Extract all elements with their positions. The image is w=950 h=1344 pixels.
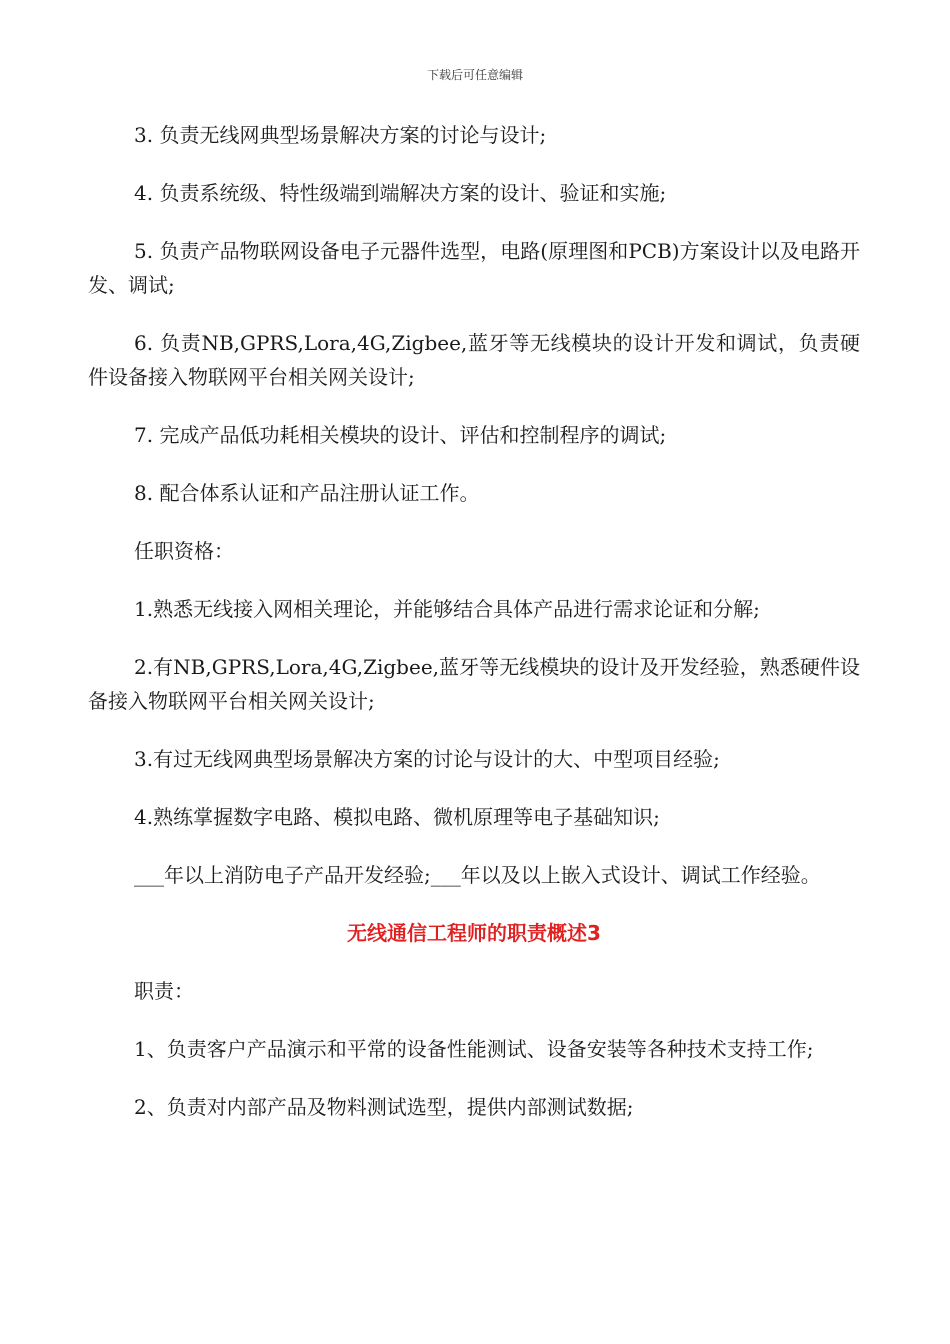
- paragraph-duty-4: 4. 负责系统级、特性级端到端解决方案的设计、验证和实施;: [134, 181, 667, 205]
- paragraph-duty-8: 8. 配合体系认证和产品注册认证工作。: [134, 481, 480, 505]
- paragraph-duty-6: 6. 负责NB,GPRS,Lora,4G,Zigbee,蓝牙等无线模块的设计开发和调试，负责硬件设备接入物联网平台相关网关设计;: [88, 331, 860, 389]
- section-heading: 无线通信工程师的职责概述3: [347, 921, 601, 945]
- document-body: [88, 118, 860, 1148]
- duties-label: 职责：: [134, 979, 194, 1003]
- paragraph-duty-5: 5. 负责产品物联网设备电子元器件选型，电路(原理图和PCB)方案设计以及电路开发、调试;: [88, 239, 860, 297]
- paragraph-section3-duty-2: 2、负责对内部产品及物料测试选型，提供内部测试数据;: [134, 1095, 634, 1119]
- paragraph-experience-years: ___年以上消防电子产品开发经验;___年以及以上嵌入式设计、调试工作经验。: [134, 863, 821, 887]
- paragraph-qualification-2: 2.有NB,GPRS,Lora,4G,Zigbee,蓝牙等无线模块的设计及开发经验，熟悉硬件设备接入物联网平台相关网关设计;: [88, 655, 860, 713]
- paragraph-qualification-4: 4.熟练掌握数字电路、模拟电路、微机原理等电子基础知识;: [134, 805, 660, 829]
- qualifications-label: 任职资格：: [134, 539, 234, 563]
- paragraph-qualification-1: 1.熟悉无线接入网相关理论，并能够结合具体产品进行需求论证和分解;: [134, 597, 760, 621]
- page-header-note: 下载后可任意编辑: [426, 68, 523, 82]
- paragraph-duty-7: 7. 完成产品低功耗相关模块的设计、评估和控制程序的调试;: [134, 423, 667, 447]
- paragraph-section3-duty-1: 1、负责客户产品演示和平常的设备性能测试、设备安装等各种技术支持工作;: [134, 1037, 814, 1061]
- paragraph-duty-3: 3. 负责无线网典型场景解决方案的讨论与设计;: [134, 123, 547, 147]
- paragraph-qualification-3: 3.有过无线网典型场景解决方案的讨论与设计的大、中型项目经验;: [134, 747, 720, 771]
